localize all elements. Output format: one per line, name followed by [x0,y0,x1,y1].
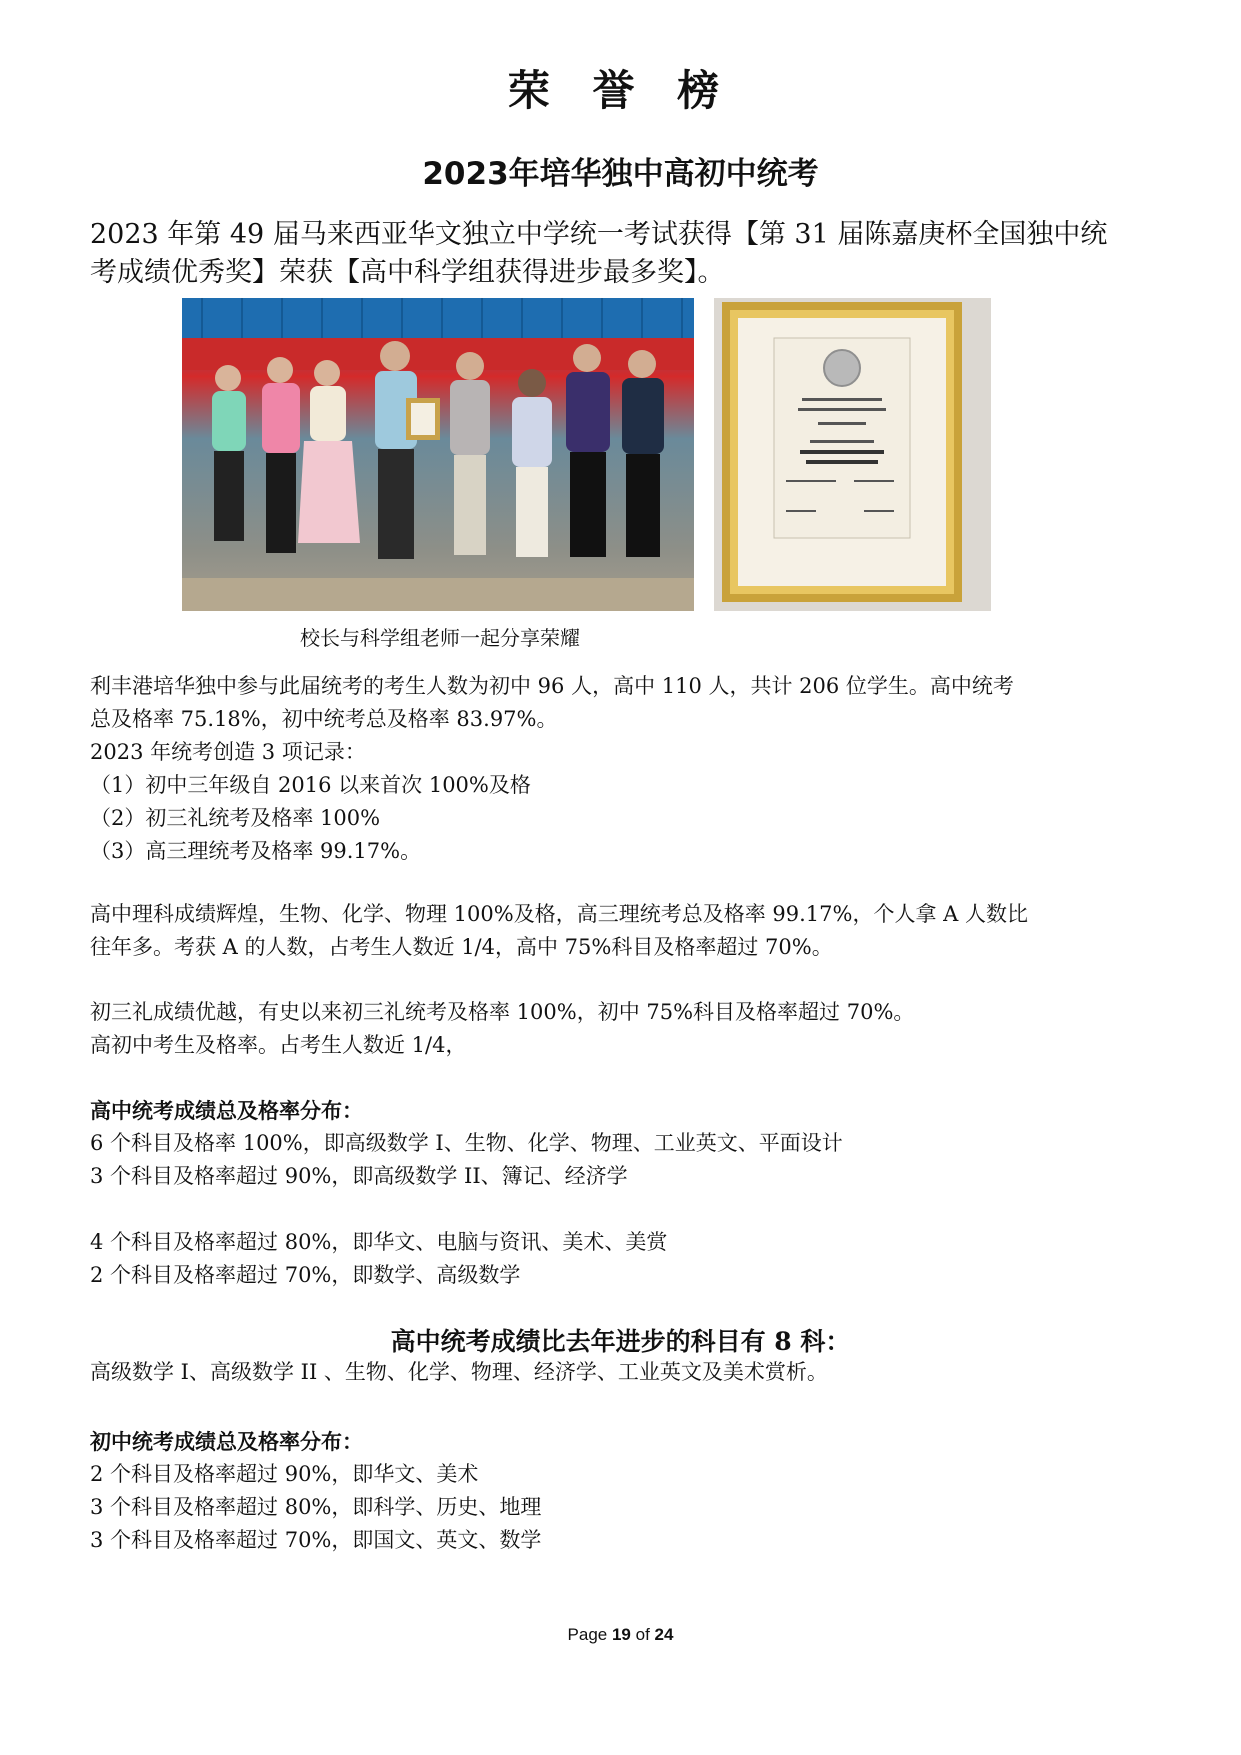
list-item: 3 个科目及格率超过 90%，即高级数学 II、簿记、经济学 [90,1164,628,1188]
text-line: 初三礼成绩优越，有史以来初三礼统考及格率 100%，初中 75%科目及格率超过 70%。 [90,1000,915,1024]
page-title: 荣 誉 榜 [507,66,734,115]
text-line: 往年多。考获 A 的人数，占考生人数近 1/4，高中 75%科目及格率超过 70%。 [90,935,833,959]
list-item: 3 个科目及格率超过 80%，即科学、历史、地理 [90,1495,542,1519]
arts-paragraph [90,996,1160,1062]
page-of: of [635,1625,650,1644]
progress-text [90,1356,1160,1389]
page-subtitle: 2023年培华独中高初中统考 [422,156,819,192]
junior-heading: 初中统考成绩总及格率分布： [90,1429,363,1454]
page-label: Page [567,1625,608,1644]
intro-line: 考成绩优秀奖】荣获【高中科学组获得进步最多奖】。 [90,257,725,288]
senior-list-a [90,1127,1160,1193]
science-paragraph [90,898,1160,964]
text-line: （3）高三理统考及格率 99.17%。 [90,839,422,863]
text-line: （1）初中三年级自 2016 以来首次 100%及格 [90,773,531,797]
progress-heading: 高中统考成绩比去年进步的科目有 8 科： [390,1327,851,1356]
text-line: 总及格率 75.18%，初中统考总及格率 83.97%。 [90,707,558,731]
photo-caption: 校长与科学组老师一起分享荣耀 [300,626,580,650]
list-item: 2 个科目及格率超过 90%，即华文、美术 [90,1462,479,1486]
text-line: 利丰港培华独中参与此届统考的考生人数为初中 96 人，高中 110 人，共计 206 位学生。高中统考 [90,674,1014,698]
total-pages: 24 [654,1625,674,1644]
list-item: 3 个科目及格率超过 70%，即国文、英文、数学 [90,1528,542,1552]
statistics-paragraph [90,670,1160,868]
intro-paragraph [90,216,1155,292]
text-line: 高中理科成绩辉煌，生物、化学、物理 100%及格，高三理统考总及格率 99.17%，个人拿 A 人数比 [90,902,1028,926]
text-line: 高级数学 I、高级数学 II 、生物、化学、物理、经济学、工业英文及美术赏析。 [90,1360,828,1384]
text-line: 高初中考生及格率。占考生人数近 1/4， [90,1033,467,1057]
page-number [0,1625,1241,1645]
text-line: （2）初三礼统考及格率 100% [90,806,381,830]
group-photo [182,298,694,611]
list-item: 4 个科目及格率超过 80%，即华文、电脑与资讯、美术、美赏 [90,1230,668,1254]
senior-list-b [90,1226,1160,1292]
list-item: 6 个科目及格率 100%，即高级数学 I、生物、化学、物理、工业英文、平面设计 [90,1131,843,1155]
current-page: 19 [611,1625,631,1644]
junior-list [90,1458,1160,1557]
list-item: 2 个科目及格率超过 70%，即数学、高级数学 [90,1263,521,1287]
text-line: 2023 年统考创造 3 项记录： [90,740,366,764]
senior-heading: 高中统考成绩总及格率分布： [90,1098,363,1123]
intro-line: 2023 年第 49 届马来西亚华文独立中学统一考试获得【第 31 届陈嘉庚杯全国独中统 [90,219,1108,250]
certificate-photo [714,298,991,611]
